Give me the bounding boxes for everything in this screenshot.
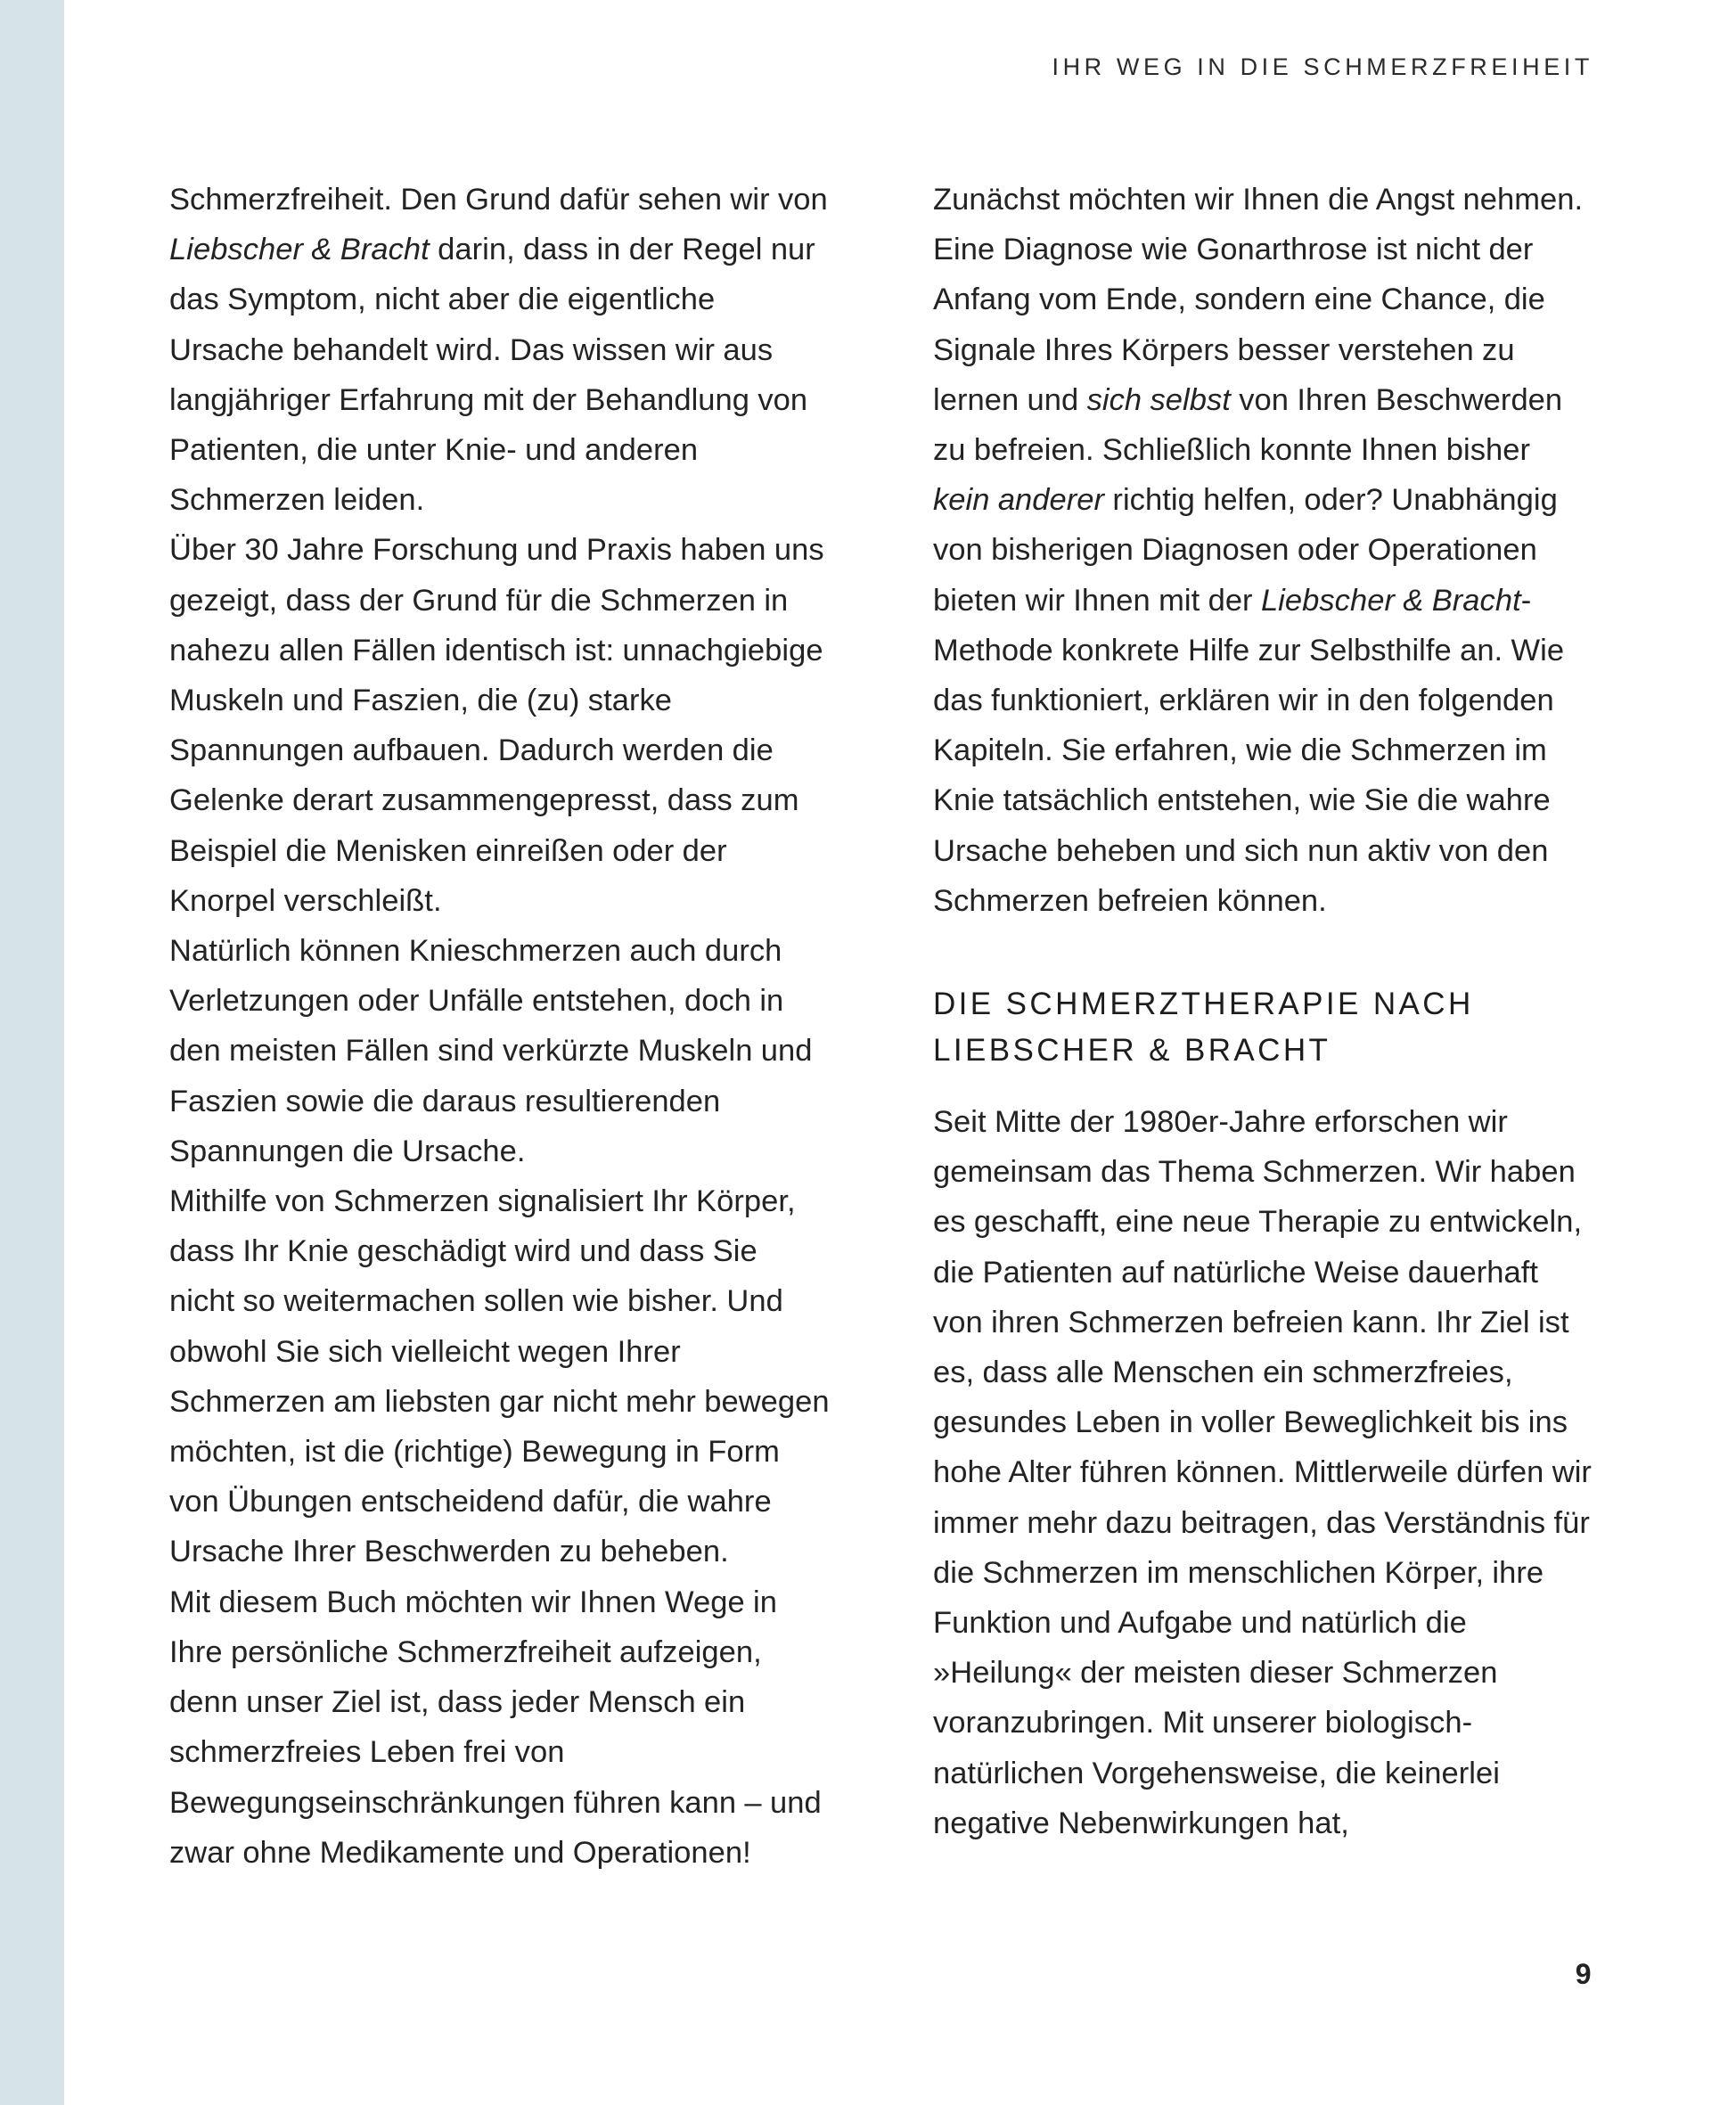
par-ueber-30-jahre (169, 525, 831, 926)
par-natuerlich (169, 926, 831, 1176)
text-run: Natürlich können Knieschmerzen auch durch Verletzungen oder Unfälle entstehen, doch in den meisten Fällen sind verkürzte Muskeln und Faszien sowie die daraus resultierenden Spannungen die Ursache. (169, 934, 813, 1168)
text-run: Mithilfe von Schmerzen signalisiert Ihr Körper, dass Ihr Knie geschädigt wird und dass Sie nicht so weitermachen sollen wie bisher. Und obwohl Sie sich vielleicht wegen Ihrer Schmerzen am liebsten gar nicht mehr bewegen möchten, ist die (richtige) Bewegung in Form von Übungen entscheidend dafür, die wahre Ursache Ihrer Beschwerden zu beheben. (169, 1184, 830, 1569)
emphasis-run: Liebscher & Bracht (1260, 583, 1521, 618)
right-text-column (933, 175, 1594, 1878)
text-run: Zunächst möchten wir Ihnen die Angst nehmen. Eine Diagnose wie Gonarthrose ist nicht der Anfang vom Ende, sondern eine Chance, die Signale Ihres Körpers besser verstehen zu lernen und (933, 183, 1584, 417)
text-run: -Methode konkrete Hilfe zur Selbsthilfe an. Wie das funktioniert, erklären wir in den folgenden Kapiteln. Sie erfahren, wie die Schmerzen im Knie tatsächlich entstehen, wie Sie die wahre Ursache beheben und sich nun aktiv von den Schmerzen befreien können. (933, 583, 1565, 918)
page-number: 9 (1575, 1958, 1592, 1990)
text-run: darin, dass in der Regel nur das Symptom, nicht aber die eigentliche Ursache behandelt wird. Das wissen wir aus langjähriger Erfahrung mit der Behandlung von Patienten, die unter Knie- und anderen Schmerzen leiden. (169, 233, 815, 518)
text-run: Mit diesem Buch möchten wir Ihnen Wege in Ihre persönliche Schmerzfreiheit aufzeigen, denn unser Ziel ist, dass jeder Mensch ein schmerzfreies Leben frei von Bewegungseinschränkungen führen kann – und zwar ohne Medikamente und Operationen! (169, 1585, 822, 1870)
running-head: IHR WEG IN DIE SCHMERZFREIHEIT (1052, 53, 1593, 80)
text-run: von Ihren Beschwerden zu befreien. Schließlich konnte Ihnen bisher (933, 382, 1563, 468)
right-column-paragraphs-before-heading (933, 175, 1594, 926)
emphasis-run: sich selbst (1086, 382, 1231, 417)
par-mit-diesem-buch (169, 1577, 831, 1878)
par-seit-mitte (933, 1097, 1594, 1848)
text-run: richtig helfen, oder? Unabhängig von bisherigen Diagnosen oder Operationen bieten wir Ihnen mit der (933, 483, 1558, 618)
page-edge-accent-band (0, 0, 64, 2105)
section-heading: DIE SCHMERZTHERAPIE NACH LIEBSCHER & BRACHT (933, 987, 1474, 1069)
text-run: Schmerzfreiheit. Den Grund dafür sehen wir von (169, 183, 828, 217)
two-column-text-area (169, 175, 1595, 1878)
left-text-column (169, 175, 831, 1878)
par-schmerzfreiheit (169, 175, 831, 525)
text-run: Seit Mitte der 1980er-Jahre erforschen wir gemeinsam das Thema Schmerzen. Wir haben es geschafft, eine neue Therapie zu entwickeln, die Patienten auf natürliche Weise dauerhaft von ihren Schmerzen befreien kann. Ihr Ziel ist es, dass alle Menschen ein schmerzfreies, gesundes Leben in voller Beweglichkeit bis ins hohe Alter führen können. Mittlerweile dürfen wir immer mehr dazu beitragen, das Verständnis für die Schmerzen im menschlichen Körper, ihre Funktion und Aufgabe und natürlich die »Heilung« der meisten dieser Schmerzen voranzubringen. Mit unserer biologisch-natürlichen Vorgehensweise, die keinerlei negative Nebenwirkungen hat, (933, 1105, 1592, 1840)
text-run: Über 30 Jahre Forschung und Praxis haben uns gezeigt, dass der Grund für die Schmerzen in nahezu allen Fällen identisch ist: unnachgiebige Muskeln und Faszien, die (zu) starke Spannungen aufbauen. Dadurch werden die Gelenke derart zusammengepresst, dass zum Beispiel die Menisken einreißen oder der Knorpel verschleißt. (169, 533, 824, 918)
par-zunaechst (933, 175, 1594, 926)
emphasis-run: Liebscher & Bracht (169, 233, 430, 267)
par-mithilfe (169, 1176, 831, 1577)
right-column-paragraphs-after-heading (933, 1097, 1594, 1848)
left-column-paragraphs (169, 175, 831, 1878)
emphasis-run: kein anderer (933, 483, 1105, 518)
